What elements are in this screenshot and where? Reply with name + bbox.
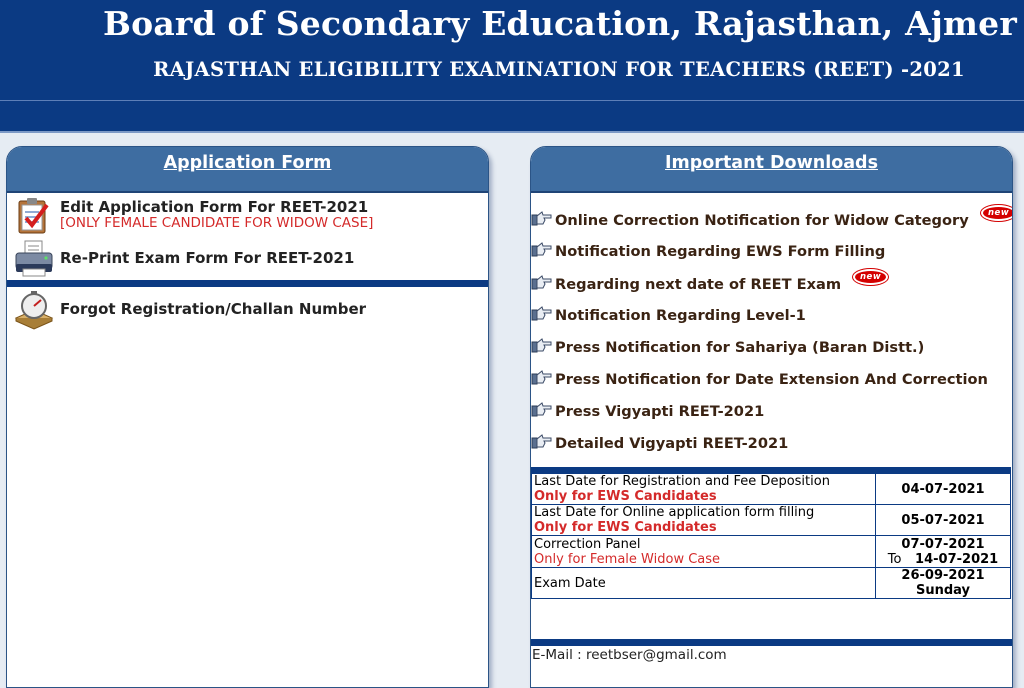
download-label[interactable]: Notification Regarding EWS Form Filling (555, 243, 886, 260)
edit-application-link[interactable] (7, 193, 488, 239)
forgot-registration-link[interactable] (7, 288, 488, 330)
download-label[interactable]: Regarding next date of REET Exam (555, 276, 842, 293)
new-badge: new (983, 207, 1013, 219)
pointing-hand-icon (531, 337, 553, 354)
pointing-hand-icon (531, 274, 553, 291)
table-row (532, 536, 1011, 568)
important-downloads-heading: Important Downloads (531, 147, 1012, 193)
edit-application-label[interactable]: Edit Application Form For REET-2021 (60, 198, 369, 216)
reprint-form-label[interactable]: Re-Print Exam Form For REET-2021 (60, 249, 355, 267)
date-label: Correction Panel (534, 536, 641, 552)
date-value: 26-09-2021 (901, 568, 985, 583)
widow-case-note: [ONLY FEMALE CANDIDATE FOR WIDOW CASE] (60, 215, 374, 231)
download-label[interactable]: Press Notification for Date Extension And Correction (555, 371, 988, 388)
site-header (0, 0, 1024, 101)
pointing-hand-icon (531, 210, 553, 227)
pointing-hand-icon (531, 241, 553, 258)
application-form-panel (6, 146, 489, 688)
scale-icon (13, 288, 55, 330)
pointing-hand-icon (531, 433, 553, 450)
pointing-hand-icon (531, 369, 553, 386)
date-to-prefix: To (887, 551, 902, 567)
email-address[interactable]: reetbser@gmail.com (585, 647, 727, 663)
date-sub: Only for Female Widow Case (534, 551, 721, 567)
date-value: 04-07-2021 (876, 471, 1011, 505)
exam-subtitle: RAJASTHAN ELIGIBILITY EXAMINATION FOR TEACHERS (REET) -2021 (153, 58, 965, 81)
table-row (532, 471, 1011, 505)
download-label[interactable]: Press Vigyapti REET-2021 (555, 403, 765, 420)
pointing-hand-icon (531, 401, 553, 418)
date-label: Last Date for Online application form filling (534, 505, 815, 520)
clipboard-check-icon (13, 196, 53, 236)
date-value-to: 14-07-2021 (915, 551, 999, 567)
table-row (532, 568, 1011, 599)
download-label[interactable]: Press Notification for Sahariya (Baran Distt.) (555, 339, 925, 356)
new-badge: new (855, 271, 886, 283)
date-label: Last Date for Registration and Fee Deposition (534, 474, 830, 489)
date-sub: Only for EWS Candidates (534, 520, 717, 535)
date-value: 07-07-2021 (901, 536, 985, 552)
board-title: Board of Secondary Education, Rajasthan, Ajmer (103, 4, 1017, 43)
date-day: Sunday (915, 583, 971, 598)
reprint-form-link[interactable] (7, 239, 488, 277)
email-label: E-Mail : (532, 647, 582, 663)
application-form-heading: Application Form (7, 147, 488, 193)
printer-icon (13, 239, 55, 279)
date-sub: Only for EWS Candidates (534, 489, 717, 504)
download-label[interactable]: Online Correction Notification for Widow Category (555, 212, 969, 229)
important-dates-table (531, 467, 1011, 599)
important-downloads-panel (530, 146, 1013, 688)
nav-bar (0, 101, 1024, 131)
download-label[interactable]: Notification Regarding Level-1 (555, 307, 806, 324)
download-label[interactable]: Detailed Vigyapti REET-2021 (555, 435, 789, 452)
table-row (532, 505, 1011, 536)
date-value: 05-07-2021 (876, 505, 1011, 536)
forgot-registration-label[interactable]: Forgot Registration/Challan Number (60, 300, 367, 318)
date-label: Exam Date (534, 575, 606, 591)
pointing-hand-icon (531, 305, 553, 322)
contact-email (532, 647, 727, 663)
